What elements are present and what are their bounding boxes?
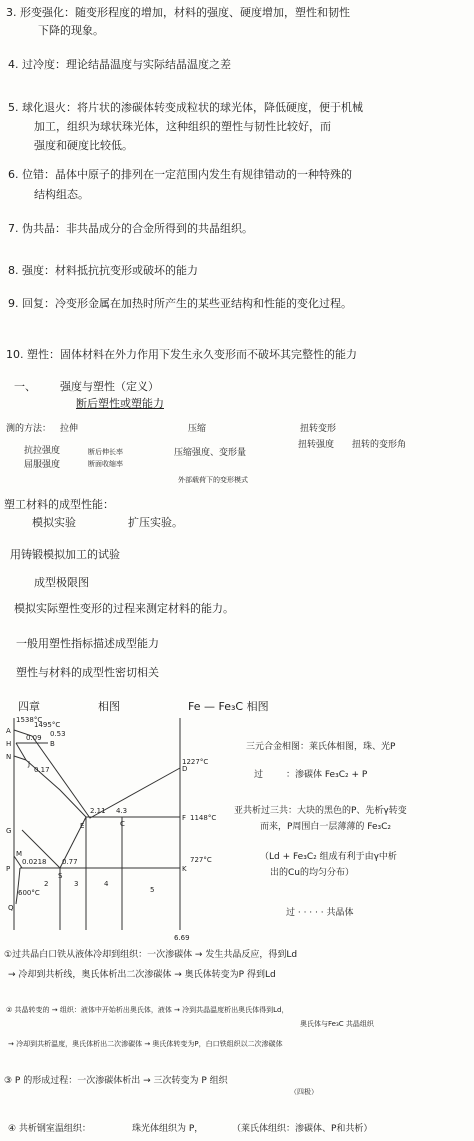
legend-line-2a: 过 [254,770,264,780]
torsion-item-a: 扭转强度 [298,440,335,450]
label-1538: 1538°C [16,716,43,724]
note-6-line-1: 6. 位错：晶体中原子的排列在一定范围内发生有规律错动的一种特殊的 [8,168,352,181]
tension-item-b: 屈服强度 [24,460,61,470]
question-4-c: （莱氏体组织：渗碳体、P和共析） [232,1124,373,1134]
label-P: P [6,865,11,873]
diagram-lines [14,718,180,930]
tension-item-a: 抗拉强度 [24,446,61,456]
section-1-title: 强度与塑性（定义） [60,380,159,393]
label-Q: Q [8,904,14,912]
simulation-test-title: 用铸锻模拟加工的试验 [10,548,120,561]
tension-item-d: 断面收缩率 [88,460,123,468]
note-3-line-2: 下降的现象。 [38,24,104,37]
simulation-test-d: 塑性与材料的成型性密切相关 [16,666,159,679]
tension-item-c: 断后伸长率 [88,448,123,456]
note-3-line-1: 3. 形变强化：随变形程度的增加，材料的强度、硬度增加，塑性和韧性 [6,6,350,19]
torsion-label: 扭转变形 [300,424,337,434]
question-2-line-3: → 冷却到共析温度，奥氏体析出二次渗碳体 → 奥氏体转变为P，白口铁组织以二次渗碳体 [8,1040,283,1048]
label-J: J [28,760,31,768]
question-4-b: 珠光体组织为 P， [132,1124,204,1134]
label-1227: 1227°C [182,758,209,766]
section-1-head: 一、 [14,380,36,393]
note-8: 8. 强度：材料抵抗抗变形或破坏的能力 [8,264,198,277]
torsion-item-b: 扭转的变形角 [352,440,407,450]
label-00218: 0.0218 [22,858,47,866]
load-mode-note: 外部载荷下的变形模式 [178,476,248,484]
label-H: H [6,740,12,748]
legend-line-2b: ：渗碳体 Fe₃C₂ + P [286,770,368,780]
label-F: F [182,814,187,822]
tension-label: 拉伸 [60,424,79,434]
simulation-test-c: 一般用塑性指标描述成型能力 [16,637,159,650]
compression-item-a: 压缩强度、变形量 [174,448,247,458]
question-1-line-1: ①过共晶白口铁从液体冷却到组织：一次渗碳体 → 发生共晶反应，得到Ld [4,950,298,960]
question-3-note: （四极） [290,1088,318,1096]
note-5-line-1: 5. 球化退火：将片状的渗碳体转变成粒状的球光体，降低硬度，便于机械 [8,101,363,114]
question-4: ④ 共析钢室温组织： [8,1124,91,1134]
zone-3: 3 [74,880,79,888]
label-G: G [6,827,12,835]
note-7: 7. 伪共晶：非共晶成分的合金所得到的共晶组织。 [8,222,253,235]
label-A: A [6,727,11,735]
note-10: 10. 塑性：固体材料在外力作用下发生永久变形而不破坏其完整性的能力 [6,348,357,361]
label-009: 0.09 [26,734,42,742]
label-600: 600°C [18,889,40,897]
label-1148: 1148°C [190,814,217,822]
formability-item-b: 扩压实验。 [128,516,183,529]
label-C: C [120,820,125,828]
label-M: M [16,850,23,858]
zone-4: 4 [104,880,109,888]
legend-line-3b: 而来，P周围白一层薄薄的 Fe₃C₂ [260,822,392,832]
legend-line-3a: 亚共析过三共：大块的黑色的P、先析γ转变 [234,806,407,816]
formability-item-a: 模拟实验 [32,516,76,529]
note-5-line-2: 加工，组织为球状珠光体，这种组织的塑性与韧性比较好，而 [34,120,331,133]
question-1-line-2: → 冷却到共析线，奥氏体析出二次渗碳体 → 奥氏体转变为P 得到Ld [8,970,276,980]
simulation-test-a: 成型极限图 [34,576,89,589]
compression-label: 压缩 [188,424,207,434]
fe-fe3c-title: Fe — Fe₃C 相图 [188,700,269,713]
label-N: N [6,753,12,761]
note-5-line-3: 强度和硬度比较低。 [34,139,133,152]
zone-5: 5 [150,886,155,894]
note-9: 9. 回复：冷变形金属在加热时所产生的某些亚结构和性能的变化过程。 [8,297,352,310]
label-B: B [50,740,55,748]
label-D: D [182,765,188,773]
label-211: 2.11 [90,807,106,815]
legend-line-1: 三元合金相图：莱氏体相图，珠、光P [246,742,396,752]
label-43: 4.3 [116,807,128,815]
legend-line-4a: （Ld + Fe₃C₂ 组成有利于由γ中析 [260,852,397,862]
note-4: 4. 过冷度：理论结晶温度与实际结晶温度之差 [8,58,231,71]
label-053: 0.53 [50,730,66,738]
question-3: ③ P 的形成过程：一次渗碳体析出 → 三次转变为 P 组织 [4,1076,228,1086]
test-methods-label: 测的方法： [6,424,52,434]
label-727: 727°C [190,856,212,864]
question-2-line-1: ② 共晶转变的 → 组织：液体中开始析出奥氏体，液体 → 冷到共晶温度析出奥氏体得到Ld， [6,1006,289,1014]
label-1495: 1495°C [34,721,61,729]
label-S: S [58,872,63,880]
label-K: K [182,865,187,873]
question-2-line-2: 奥氏体与Fe₃C 共晶组织 [300,1020,374,1028]
phase-diagram-label: 相图 [98,700,120,713]
diagram-labels [6,716,216,942]
pq-line [16,868,20,904]
label-017: 0.17 [34,766,50,774]
legend-line-5: 过 · · · · · 共晶体 [286,908,354,918]
simulation-test-b: 模拟实际塑性变形的过程来测定材料的能力。 [14,602,234,615]
note-6-line-2: 结构组态。 [34,188,89,201]
formability-title: 塑工材料的成型性能： [4,498,114,511]
legend-line-4b: 出的Cu的均匀分布） [270,868,354,878]
label-E: E [80,822,85,830]
chapter-label: 四章 [18,700,40,713]
section-1-subtitle: 断后塑性或塑能力 [76,397,164,410]
label-669: 6.69 [174,934,190,942]
zone-2: 2 [44,880,49,888]
label-077: 0.77 [62,858,78,866]
